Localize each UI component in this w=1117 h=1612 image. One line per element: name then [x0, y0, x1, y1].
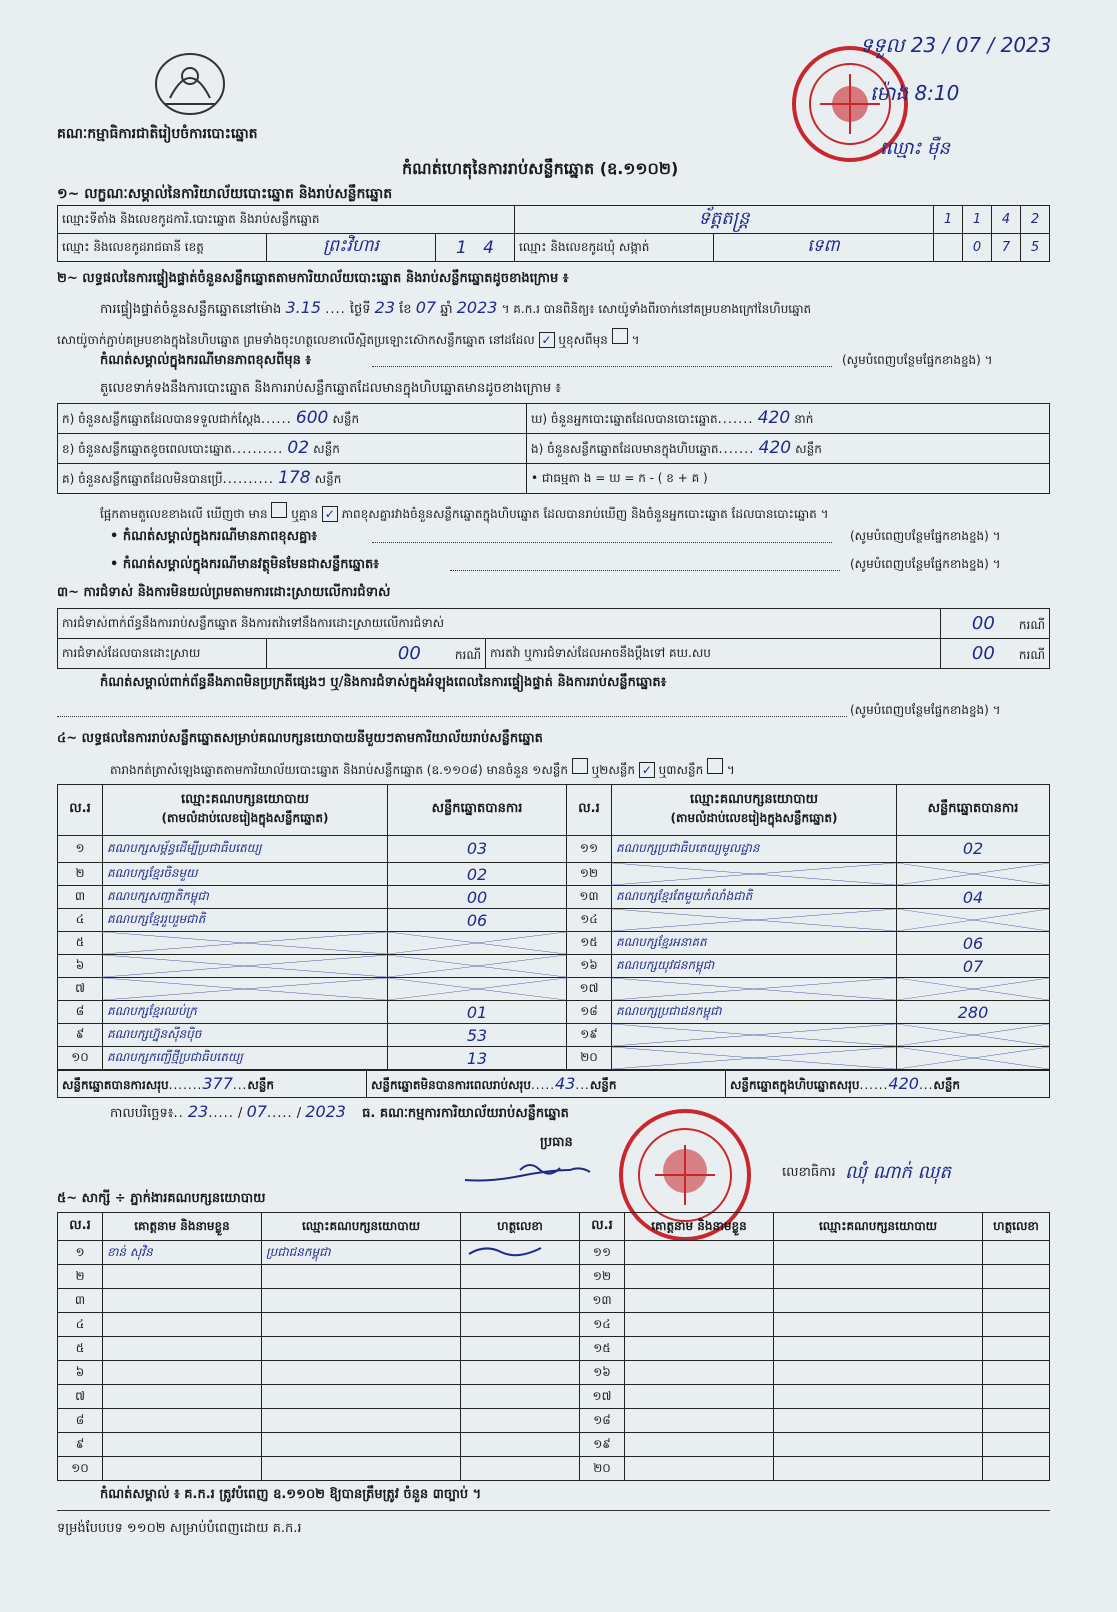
chair-label: ប្រធាន — [540, 1135, 573, 1150]
witness-name-right[interactable] — [625, 1313, 774, 1337]
witness-name-right[interactable] — [625, 1433, 774, 1457]
witness-no-left: ៣ — [58, 1289, 103, 1313]
unused-ballots-value: 178 — [278, 468, 311, 488]
crossed-out-party-right — [612, 1024, 897, 1047]
party-votes-right: 280 — [897, 1001, 1050, 1024]
w-col-name-right: គោត្តនាម និងនាមខ្លួន — [625, 1213, 774, 1241]
result-row — [58, 886, 1050, 909]
difference-note-field[interactable] — [372, 352, 832, 367]
witness-no-left: ៤ — [58, 1313, 103, 1337]
complaints-cell: 00 ករណី — [940, 609, 1049, 639]
emblem-icon — [150, 48, 230, 118]
witness-no-right: ១៦ — [580, 1361, 625, 1385]
crossed-out-party-left — [103, 955, 388, 978]
resolved-value: 00 — [397, 642, 421, 664]
voters-value: 420 — [757, 408, 791, 428]
witness-party-left[interactable] — [262, 1289, 461, 1313]
foreign-object-note-field[interactable] — [450, 556, 840, 571]
party-name-left: គណបក្សហ្វ៊ុនស៊ីនប៉ិច — [103, 1024, 388, 1047]
witness-name-right[interactable] — [625, 1457, 774, 1481]
witness-name-right[interactable] — [625, 1265, 774, 1289]
witness-party-right[interactable] — [774, 1385, 983, 1409]
appeal-cell: 00 ករណី — [940, 639, 1049, 669]
signing-day: 23 — [187, 1102, 209, 1121]
province-code-2: 4 — [483, 237, 494, 258]
witness-party-right[interactable] — [774, 1433, 983, 1457]
witness-row — [58, 1265, 1050, 1289]
location-code-2: 1 — [963, 206, 992, 234]
received-ballots-value: 600 — [295, 408, 329, 428]
result-row — [58, 1047, 1050, 1070]
witness-name-left[interactable] — [103, 1313, 262, 1337]
witness-no-left: ១ — [58, 1241, 103, 1265]
col-votes-right: សន្លឹកឆ្នោតបានការ — [897, 785, 1050, 836]
received-time: ម៉ោង 8:10 — [870, 81, 960, 105]
crossed-out-votes-left — [388, 932, 567, 955]
witness-signature-left[interactable] — [461, 1289, 580, 1313]
witness-signature-left[interactable] — [461, 1385, 580, 1409]
party-votes-right: 06 — [897, 932, 1050, 955]
spoiled-ballots-value: 02 — [287, 438, 310, 458]
witness-no-right: ១៧ — [580, 1385, 625, 1409]
witness-signature-left[interactable] — [461, 1313, 580, 1337]
witness-signature-left[interactable] — [461, 1361, 580, 1385]
witness-no-left: ២ — [58, 1265, 103, 1289]
witness-name-right[interactable] — [625, 1337, 774, 1361]
witness-name-left[interactable] — [103, 1433, 262, 1457]
signing-year: 2023 — [305, 1102, 346, 1121]
spoiled-ballots-row: ខ) ចំនួនសន្លឹកឆ្នោតខូចពេលបោះឆ្នោត.......... 02 សន្លឹក — [58, 434, 527, 464]
witness-row — [58, 1337, 1050, 1361]
col-party-left: ឈ្មោះគណបក្សនយោបាយ (តាមលំដាប់លេខរៀងក្នុងសន្លឹកឆ្នោត) — [103, 785, 388, 836]
witness-name-right[interactable] — [625, 1289, 774, 1313]
totals-table — [57, 1070, 1050, 1098]
result-row — [58, 863, 1050, 886]
witness-name-left[interactable] — [103, 1457, 262, 1481]
verify-day: 23 — [374, 298, 396, 317]
appeal-value: 00 — [971, 642, 995, 664]
party-no-right: ១៥ — [567, 932, 612, 955]
party-votes-left: 06 — [388, 909, 567, 932]
witness-name-right[interactable] — [625, 1361, 774, 1385]
col-no-right: ល.រ — [567, 785, 612, 836]
crossed-out-votes-left — [388, 978, 567, 1001]
witness-name-left[interactable] — [103, 1289, 262, 1313]
witness-no-right: ១៤ — [580, 1313, 625, 1337]
witness-party-right[interactable] — [774, 1241, 983, 1265]
voters-row: ឃ) ចំនួនអ្នកបោះឆ្នោតដែលបានបោះឆ្នោត....... 420 នាក់ — [527, 404, 1050, 434]
complaints-label: ការជំទាស់ពាក់ព័ន្ធនឹងការរាប់សន្លឹកឆ្នោត និងការតវ៉ាទៅនឹងការដោះស្រាយលើការជំទាស់ — [58, 609, 941, 639]
party-no-right: ១១ — [567, 835, 612, 862]
crossed-out-party-left — [103, 932, 388, 955]
crossed-out-votes-right — [897, 1047, 1050, 1070]
party-votes-left: 02 — [388, 863, 567, 886]
witness-no-right: ១៣ — [580, 1289, 625, 1313]
difference-note-suffix: (សូមបំពេញបន្ថែមផ្នែកខាងខ្នង) ។ — [842, 353, 993, 367]
ballots-in-box-row: ង) ចំនួនសន្លឹកឆ្នោតដែលមានក្នុងហិបឆ្នោត....... 420 សន្លឹក — [527, 434, 1050, 464]
resolved-cell: 00 ករណី — [267, 639, 486, 669]
party-no-right: ១២ — [567, 863, 612, 886]
total-box-value: 420 — [888, 1073, 919, 1093]
verification-line: ការផ្ទៀងផ្ទាត់ចំនួនសន្លឹកឆ្នោតនៅម៉ោង 3.15 .... ថ្ងៃទី 23 ខែ 07 ឆ្នាំ 2023 ។ គ.ក.រ បានពិនិត្យ៖ សោយ៉ូទាំងពីរចាក់នៅគម្របខាងក្រៅនៃហិបឆ្នោត — [100, 298, 812, 317]
province-name: ព្រះវិហារ — [267, 234, 436, 262]
section5-heading: ៥~ សាក្សី ÷ ភ្នាក់ងារគណបក្សនយោបាយ — [57, 1191, 266, 1206]
figures-intro: តួលេខទាក់ទងនឹងការបោះឆ្នោត និងការរាប់សន្លឹកឆ្នោតដែលមានក្នុងហិបឆ្នោតមានដូចខាងក្រោម ៖ — [100, 381, 561, 396]
witness-party-right[interactable] — [774, 1289, 983, 1313]
verify-time: 3.15 — [285, 298, 322, 317]
has-discrepancy-checkbox[interactable] — [271, 502, 287, 518]
witness-row — [58, 1289, 1050, 1313]
witness-row — [58, 1361, 1050, 1385]
witness-party-right[interactable] — [774, 1313, 983, 1337]
complaints-table — [57, 608, 1050, 669]
party-no-right: ២០ — [567, 1047, 612, 1070]
commune-code-2: 7 — [992, 234, 1021, 262]
witness-no-left: ៩ — [58, 1433, 103, 1457]
irregularity-note-label: កំណត់សម្គាល់ពាក់ព័ន្ធនឹងភាពមិនប្រក្រតីផ្សេងៗ ឬ/និងការជំទាស់ក្នុងអំឡុងពេលនៃការផ្ទៀងផ្ទាត់ និងការរាប់សន្លឹកឆ្នោត៖ — [100, 675, 667, 690]
crossed-out-party-left — [103, 978, 388, 1001]
party-votes-left: 01 — [388, 1001, 567, 1024]
w-col-no-right: ល.រ — [580, 1213, 625, 1241]
party-no-right: ១៨ — [567, 1001, 612, 1024]
party-no-right: ១៩ — [567, 1024, 612, 1047]
party-name-right: គណបក្សយុវជនកម្ពុជា — [612, 955, 897, 978]
w-col-sign-right: ហត្ថលេខា — [983, 1213, 1050, 1241]
party-no-left: ៥ — [58, 932, 103, 955]
party-no-left: ៦ — [58, 955, 103, 978]
witness-party-left[interactable] — [262, 1457, 461, 1481]
result-row — [58, 1001, 1050, 1024]
irregularity-note-field[interactable] — [57, 702, 847, 717]
seal-check-line: សោយ៉ូចាក់ភ្ជាប់គម្របខាងក្នុងនៃហិបឆ្នោត ព្រមទាំងចុះហត្ថលេខាលើស្អិតប្រឡោះស៊ោកសន្លឹកឆ្នោត នៅដដែល ✓ ឬខុសពីមុន ។ — [57, 328, 639, 350]
w-col-no-left: ល.រ — [58, 1213, 103, 1241]
witness-name-left[interactable]: ខាន់ សុវិន — [103, 1241, 262, 1265]
formula-row: • ជាធម្មតា ង = ឃ = ក - ( ខ + គ ) — [527, 464, 1050, 494]
commune-code-1: 0 — [963, 234, 992, 262]
witness-signature-left[interactable] — [461, 1457, 580, 1481]
witness-signature-left[interactable] — [461, 1265, 580, 1289]
result-row — [58, 955, 1050, 978]
changed-checkbox[interactable] — [612, 328, 628, 344]
witness-party-left[interactable] — [262, 1433, 461, 1457]
province-code-1: 1 — [456, 237, 467, 258]
party-votes-right: 02 — [897, 835, 1050, 862]
witness-signature-right[interactable] — [983, 1433, 1050, 1457]
witness-row — [58, 1433, 1050, 1457]
witness-signature-right[interactable] — [983, 1457, 1050, 1481]
witness-no-right: ២០ — [580, 1457, 625, 1481]
witness-party-right[interactable] — [774, 1409, 983, 1433]
witness-party-left[interactable] — [262, 1265, 461, 1289]
witness-name-right[interactable] — [625, 1385, 774, 1409]
witness-party-right[interactable] — [774, 1457, 983, 1481]
party-no-right: ១៦ — [567, 955, 612, 978]
ballot-figures-table — [57, 403, 1050, 494]
foreign-object-note-label: • កំណត់សម្គាល់ក្នុងករណីមានវត្ថុមិនមែនជាសន្លឹកឆ្នោត៖ — [110, 557, 379, 572]
witness-party-left[interactable] — [262, 1385, 461, 1409]
witness-signature-left[interactable] — [461, 1409, 580, 1433]
witness-name-left[interactable] — [103, 1361, 262, 1385]
w-col-party-left: ឈ្មោះគណបក្សនយោបាយ — [262, 1213, 461, 1241]
witness-signature-icon — [465, 1242, 545, 1260]
col-no-left: ល.រ — [58, 785, 103, 836]
witness-party-right[interactable] — [774, 1337, 983, 1361]
witness-no-right: ១៩ — [580, 1433, 625, 1457]
col-party-right: ឈ្មោះគណបក្សនយោបាយ (តាមលំដាប់លេខរៀងក្នុងសន្លឹកឆ្នោត) — [612, 785, 897, 836]
resolved-label: ការជំទាស់ដែលបានដោះស្រាយ — [58, 639, 267, 669]
tally-sheet-line: តារាងកត់ត្រាសំឡេងឆ្នោតតាមការិយាល័យបោះឆ្នោត និងរាប់សន្លឹកឆ្នោត (ឧ.១១០៨) មានចំនួន ១សន្លឹក ឬ២សន្លឹក ✓ ឬ៣សន្លឹក ។ — [110, 758, 735, 780]
witness-signature-right[interactable] — [983, 1385, 1050, 1409]
party-votes-right: 07 — [897, 955, 1050, 978]
witness-row — [58, 1313, 1050, 1337]
total-valid-cell: សន្លឹកឆ្នោតបានការសរុប.......377...សន្លឹក — [58, 1071, 367, 1098]
crossed-out-party-right — [612, 978, 897, 1001]
party-no-left: ៨ — [58, 1001, 103, 1024]
secretary-name: ឈុំ ណាក់ ឈុត — [845, 1162, 951, 1183]
party-name-left: គណបក្សខ្មែររួបរួមជាតិ — [103, 909, 388, 932]
verify-month: 07 — [415, 298, 437, 317]
witness-no-right: ១៨ — [580, 1409, 625, 1433]
section1-table — [57, 205, 1050, 262]
section2-heading: ២~ លទ្ធផលនៃការផ្ទៀងផ្ទាត់ចំនួនសន្លឹកឆ្នោតតាមការិយាល័យបោះឆ្នោត និងរាប់សន្លឹកឆ្នោតដូចខាងក្រោម ៖ — [57, 271, 569, 286]
difference-note-label: កំណត់សម្គាល់ក្នុងករណីមានភាពខុសពីមុន ៖ — [100, 353, 312, 368]
col-votes-left: សន្លឹកឆ្នោតបានការ — [388, 785, 567, 836]
party-no-left: ២ — [58, 863, 103, 886]
same-checkbox[interactable]: ✓ — [539, 332, 555, 348]
witness-signature-right[interactable] — [983, 1361, 1050, 1385]
chair-signature-icon — [460, 1152, 600, 1188]
receiver-name: ឈ្មោះ ម៉ឺន — [880, 138, 950, 159]
no-discrepancy-checkbox[interactable]: ✓ — [322, 506, 338, 522]
party-no-left: ៣ — [58, 886, 103, 909]
crossed-out-votes-right — [897, 909, 1050, 932]
witness-name-left[interactable] — [103, 1385, 262, 1409]
complaints-value: 00 — [971, 612, 995, 634]
w-col-name-left: គោត្តនាម និងនាមខ្លួន — [103, 1213, 262, 1241]
crossed-out-votes-right — [897, 863, 1050, 886]
party-no-left: ៩ — [58, 1024, 103, 1047]
party-name-right: គណបក្សខ្មែរតែមួយកំលាំងជាតិ — [612, 886, 897, 909]
witness-name-left[interactable] — [103, 1409, 262, 1433]
footer-divider — [57, 1510, 1050, 1511]
total-valid-value: 377 — [202, 1073, 233, 1093]
party-no-left: ១ — [58, 835, 103, 862]
party-no-right: ១៤ — [567, 909, 612, 932]
irregularity-note-suffix: (សូមបំពេញបន្ថែមផ្នែកខាងខ្នង) ។ — [850, 703, 1001, 717]
witness-no-left: ១០ — [58, 1457, 103, 1481]
party-results-table — [57, 784, 1050, 1070]
two-sheets-checkbox[interactable]: ✓ — [639, 762, 655, 778]
verify-year: 2023 — [456, 298, 498, 317]
witness-row — [58, 1241, 1050, 1265]
form-footer: ទម្រង់បែបបទ ១១០២ សម្រាប់បំពេញដោយ គ.ក.រ — [57, 1521, 302, 1536]
witness-signature-right[interactable] — [983, 1289, 1050, 1313]
witness-signature-right[interactable] — [983, 1409, 1050, 1433]
copies-note: កំណត់សម្គាល់ ៖ គ.ក.រ ត្រូវបំពេញ ឧ.១១០២ ឱ្យបានត្រឹមត្រូវ ចំនួន ៣ច្បាប់ ។ — [100, 1487, 482, 1502]
commune-label: ឈ្មោះ និងលេខកូដឃុំ សង្កាត់ — [515, 234, 714, 262]
party-no-right: ១៧ — [567, 978, 612, 1001]
party-votes-left: 13 — [388, 1047, 567, 1070]
location-code-1: 1 — [934, 206, 963, 234]
party-name-left: គណបក្សកញ្ជើថ្មីប្រជាធិបតេយ្យ — [103, 1047, 388, 1070]
party-name-left: គណបក្សសញ្ជាតិកម្ពុជា — [103, 886, 388, 909]
discrepancy-line: ផ្អែកតាមតួលេខខាងលើ ឃើញថា មាន ឬគ្មាន ✓ ភាពខុសគ្នារវាងចំនួនសន្លឹកឆ្នោតក្នុងហិបឆ្នោត ដែលបានរាប់ឃើញ និងចំនួនអ្នកបោះឆ្នោត ដែលបានបោះឆ្នោត ។ — [100, 502, 829, 524]
section1-heading: ១~ លក្ខណៈសម្គាល់នៃការិយាល័យបោះឆ្នោត និងរាប់សន្លឹកឆ្នោត — [57, 186, 393, 202]
witness-name-right[interactable] — [625, 1241, 774, 1265]
witness-signature-left[interactable] — [461, 1241, 580, 1265]
witness-party-left[interactable] — [262, 1409, 461, 1433]
party-votes-left: 53 — [388, 1024, 567, 1047]
location-name: ទ័ត្តតន្ត្រ — [515, 206, 934, 234]
witness-signature-right[interactable] — [983, 1241, 1050, 1265]
party-votes-left: 03 — [388, 835, 567, 862]
party-name-right: គណបក្សប្រជាធិបតេយ្យមូលដ្ឋាន — [612, 835, 897, 862]
party-name-left: គណបក្សខ្មែរឈប់ក្រ — [103, 1001, 388, 1024]
discrepancy-note-field[interactable] — [372, 528, 832, 543]
witness-signature-left[interactable] — [461, 1337, 580, 1361]
total-invalid-value: 43 — [555, 1073, 576, 1093]
crossed-out-votes-right — [897, 1024, 1050, 1047]
party-votes-right: 04 — [897, 886, 1050, 909]
witness-no-right: ១៥ — [580, 1337, 625, 1361]
total-invalid-cell: សន្លឹកឆ្នោតមិនបានការពេលរាប់សរុប.....43...សន្លឹក — [367, 1071, 726, 1098]
witness-no-right: ១១ — [580, 1241, 625, 1265]
witness-no-right: ១២ — [580, 1265, 625, 1289]
section4-heading: ៤~ លទ្ធផលនៃការរាប់សន្លឹកឆ្នោតសម្រាប់គណបក្សនយោបាយនីមួយៗតាមការិយាល័យរាប់សន្លឹកឆ្នោត — [57, 731, 543, 746]
witness-party-left[interactable]: ប្រជាជនកម្ពុជា — [262, 1241, 461, 1265]
witness-no-left: ៦ — [58, 1361, 103, 1385]
total-box-cell: សន្លឹកឆ្នោតក្នុងហិបឆ្នោតសរុប......420...សន្លឹក — [726, 1071, 1050, 1098]
unused-ballots-row: គ) ចំនួនសន្លឹកឆ្នោតដែលមិនបានប្រើ.......... 178 សន្លឹក — [58, 464, 527, 494]
witness-signature-right[interactable] — [983, 1337, 1050, 1361]
result-row — [58, 1024, 1050, 1047]
signing-month: 07 — [246, 1102, 267, 1121]
party-votes-left: 00 — [388, 886, 567, 909]
crossed-out-party-right — [612, 909, 897, 932]
province-label: ឈ្មោះ និងលេខកូដរាជធានី ខេត្ត — [58, 234, 267, 262]
received-date: ទទួល 23 / 07 / 2023 — [860, 33, 1052, 57]
party-name-right: គណបក្សប្រជាជនកម្ពុជា — [612, 1001, 897, 1024]
witness-signature-right[interactable] — [983, 1265, 1050, 1289]
party-no-right: ១៣ — [567, 886, 612, 909]
location-code-3: 4 — [992, 206, 1021, 234]
result-row — [58, 978, 1050, 1001]
party-no-left: ៧ — [58, 978, 103, 1001]
witness-no-left: ៥ — [58, 1337, 103, 1361]
location-label: ឈ្មោះទីតាំង និងលេខកូដការិ.បោះឆ្នោត និងរាប់សន្លឹកឆ្នោត — [58, 206, 515, 234]
witness-row — [58, 1385, 1050, 1409]
witness-signature-left[interactable] — [461, 1433, 580, 1457]
witness-signature-right[interactable] — [983, 1313, 1050, 1337]
foreign-object-note-suffix: (សូមបំពេញបន្ថែមផ្នែកខាងខ្នង) ។ — [850, 557, 1001, 571]
result-row — [58, 932, 1050, 955]
three-sheets-checkbox[interactable] — [707, 758, 723, 774]
one-sheet-checkbox[interactable] — [572, 758, 588, 774]
party-name-left: គណបក្សសម្ព័ន្ធដើម្បីប្រជាធិបតេយ្យ — [103, 835, 388, 862]
crossed-out-votes-right — [897, 978, 1050, 1001]
witness-party-left[interactable] — [262, 1313, 461, 1337]
crossed-out-party-right — [612, 863, 897, 886]
witness-party-left[interactable] — [262, 1361, 461, 1385]
result-row — [58, 909, 1050, 932]
w-col-party-right: ឈ្មោះគណបក្សនយោបាយ — [774, 1213, 983, 1241]
commune-code-3: 5 — [1021, 234, 1050, 262]
witness-name-right[interactable] — [625, 1409, 774, 1433]
form-title: កំណត់ហេតុនៃការរាប់សន្លឹកឆ្នោត (ឧ.១១០២) — [402, 159, 679, 178]
party-no-left: ១០ — [58, 1047, 103, 1070]
received-ballots-row: ក) ចំនួនសន្លឹកឆ្នោតដែលបានទទួលជាក់ស្តែង...... 600 សន្លឹក — [58, 404, 527, 434]
section3-heading: ៣~ ការជំទាស់ និងការមិនយល់ព្រមតាមការដោះស្រាយលើការជំទាស់ — [57, 585, 391, 600]
discrepancy-note-suffix: (សូមបំពេញបន្ថែមផ្នែកខាងខ្នង) ។ — [850, 529, 1001, 543]
party-name-right: គណបក្សខ្មែរអនាគត — [612, 932, 897, 955]
ballots-in-box-value: 420 — [758, 438, 792, 458]
witness-party-right[interactable] — [774, 1361, 983, 1385]
witness-party-left[interactable] — [262, 1337, 461, 1361]
witness-row — [58, 1457, 1050, 1481]
party-no-left: ៤ — [58, 909, 103, 932]
witness-no-left: ៨ — [58, 1409, 103, 1433]
appeal-label: ការតវ៉ា ឬការជំទាស់ដែលអាចនឹងប្តឹងទៅ គឃ.សប — [486, 639, 941, 669]
location-code-4: 2 — [1021, 206, 1050, 234]
signing-date: កាលបរិច្ឆេទ៖.. 23..... / 07..... / 2023 ធ. គណៈកម្មការការិយាល័យរាប់សន្លឹកឆ្នោត — [110, 1102, 569, 1121]
w-col-sign-left: ហត្ថលេខា — [461, 1213, 580, 1241]
witness-row — [58, 1409, 1050, 1433]
witness-name-left[interactable] — [103, 1265, 262, 1289]
discrepancy-note-label: • កំណត់សម្គាល់ក្នុងករណីមានភាពខុសគ្នា៖ — [110, 529, 318, 544]
result-row — [58, 835, 1050, 862]
crossed-out-votes-left — [388, 955, 567, 978]
secretary-label: លេខាធិការ — [782, 1165, 836, 1180]
commune-name: ទេពា — [714, 234, 934, 262]
org-name: គណៈកម្មាធិការជាតិរៀបចំការបោះឆ្នោត — [57, 126, 258, 142]
witness-party-right[interactable] — [774, 1265, 983, 1289]
witness-table — [57, 1212, 1050, 1481]
witness-name-left[interactable] — [103, 1337, 262, 1361]
party-name-left: គណបក្សខ្មែរចិនមួយ — [103, 863, 388, 886]
crossed-out-party-right — [612, 1047, 897, 1070]
witness-no-left: ៧ — [58, 1385, 103, 1409]
committee-label: ធ. គណៈកម្មការការិយាល័យរាប់សន្លឹកឆ្នោត — [362, 1106, 569, 1121]
